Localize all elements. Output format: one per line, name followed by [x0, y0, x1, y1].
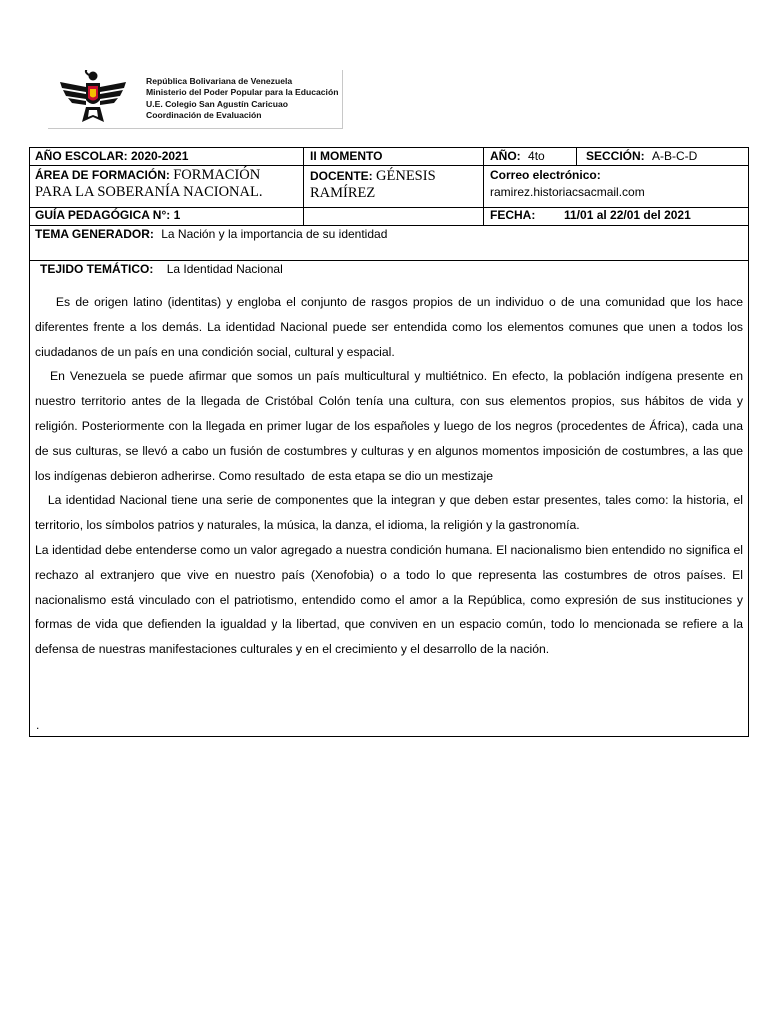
table-divider — [30, 165, 748, 166]
theme-label: TEMA GENERADOR: — [35, 227, 154, 241]
guide-document — [29, 147, 749, 737]
year-label: AÑO: — [490, 149, 521, 163]
guide-number: GUÍA PEDAGÓGICA N°: 1 — [35, 208, 181, 222]
table-divider — [576, 148, 577, 165]
section-value: A-B-C-D — [652, 149, 698, 163]
trailing-dot: . — [36, 718, 40, 732]
paragraph: En Venezuela se puede afirmar que somos un país multicultural y multiétnico. En efecto, la población indígena presente en nuestro territorio antes de la llegada de Cristóbal Colón tenía una cultura, con sus elementos propios, sus hábitos de vida y religión. Posteriormente con la llegada en primer lugar de los españoles y luego de los negros (procedentes de África), cada una de sus culturas, se llevó a cabo un fusión de costumbres y culturas y en algunos momentos imposición de costumbres, a las que los indígenas debieron adherirse. Como resultado de esta etapa se dio un mestizaje — [35, 369, 747, 483]
tissue-field — [40, 262, 283, 277]
area-value-line2: PARA LA SOBERANÍA NACIONAL. — [35, 184, 263, 200]
letterhead — [48, 70, 343, 129]
table-divider — [30, 260, 748, 261]
year-field — [490, 149, 545, 164]
area-label: ÁREA DE FORMACIÓN: — [35, 168, 170, 182]
teacher-label: DOCENTE: — [310, 169, 373, 183]
section-label: SECCIÓN: — [586, 149, 645, 163]
theme-value: La Nación y la importancia de su identidad — [161, 227, 388, 241]
email-label: Correo electrónico: — [490, 168, 601, 182]
tissue-label: TEJIDO TEMÁTICO: — [40, 262, 154, 276]
paragraph: La identidad Nacional tiene una serie de componentes que la integran y que deben estar presentes, tales como: la historia, el territorio, los símbolos patrios y naturales, la música, la danza, el idioma, la religión y la gastronomía. — [35, 493, 747, 533]
letterhead-line-ministry: Ministerio del Poder Popular para la Educación — [146, 87, 339, 98]
teacher-field — [310, 168, 436, 202]
area-value-line1: FORMACIÓN — [173, 167, 261, 183]
date-value: 11/01 al 22/01 del 2021 — [564, 208, 691, 222]
moment: II MOMENTO — [310, 149, 383, 163]
date-label: FECHA: — [490, 208, 536, 222]
teacher-value-line2: RAMÍREZ — [310, 185, 376, 201]
tissue-value: La Identidad Nacional — [166, 262, 283, 276]
section-field — [586, 149, 697, 164]
school-year: AÑO ESCOLAR: 2020-2021 — [35, 149, 189, 163]
letterhead-line-school: U.E. Colegio San Agustín Caricuao — [146, 98, 288, 109]
content-body — [35, 290, 747, 662]
table-divider — [30, 225, 748, 226]
eagle-emblem-icon — [58, 70, 128, 126]
table-divider — [303, 148, 304, 225]
table-divider — [483, 148, 484, 225]
paragraph: La identidad debe entenderse como un valor agregado a nuestra condición humana. El nacionalismo bien entendido no significa el rechazo al extranjero que vive en nuestro país (Xenofobia) o a todo lo que representa las costumbres de otros países. El nacionalismo está vinculado con el patriotismo, entendido como el amor a la República, como expresión de sus instituciones y formas de vida que defienden la igualdad y la libertad, que conviven en un espacio común, todo lo mencionada se refiere a la defensa de nuestras manifestaciones culturales y en el crecimiento y el desarrollo de la nación. — [35, 542, 747, 657]
area-field — [35, 167, 262, 201]
email-field — [490, 167, 645, 201]
theme-field — [35, 227, 387, 242]
teacher-value-line1: GÉNESIS — [376, 168, 436, 184]
email-value: ramirez.historiacsacmail.com — [490, 185, 645, 199]
letterhead-line-coordination: Coordinación de Evaluación — [146, 109, 262, 120]
year-value: 4to — [528, 149, 545, 163]
paragraph: Es de origen latino (identitas) y engloba el conjunto de rasgos propios de un individuo o de una comunidad que los hace diferentes frente a los demás. La identidad Nacional puede ser entendida como los elementos comunes que unen a todos los ciudadanos de un país en una condición social, cultural y espacial. — [35, 295, 747, 359]
letterhead-line-republic: República Bolivariana de Venezuela — [146, 76, 293, 86]
